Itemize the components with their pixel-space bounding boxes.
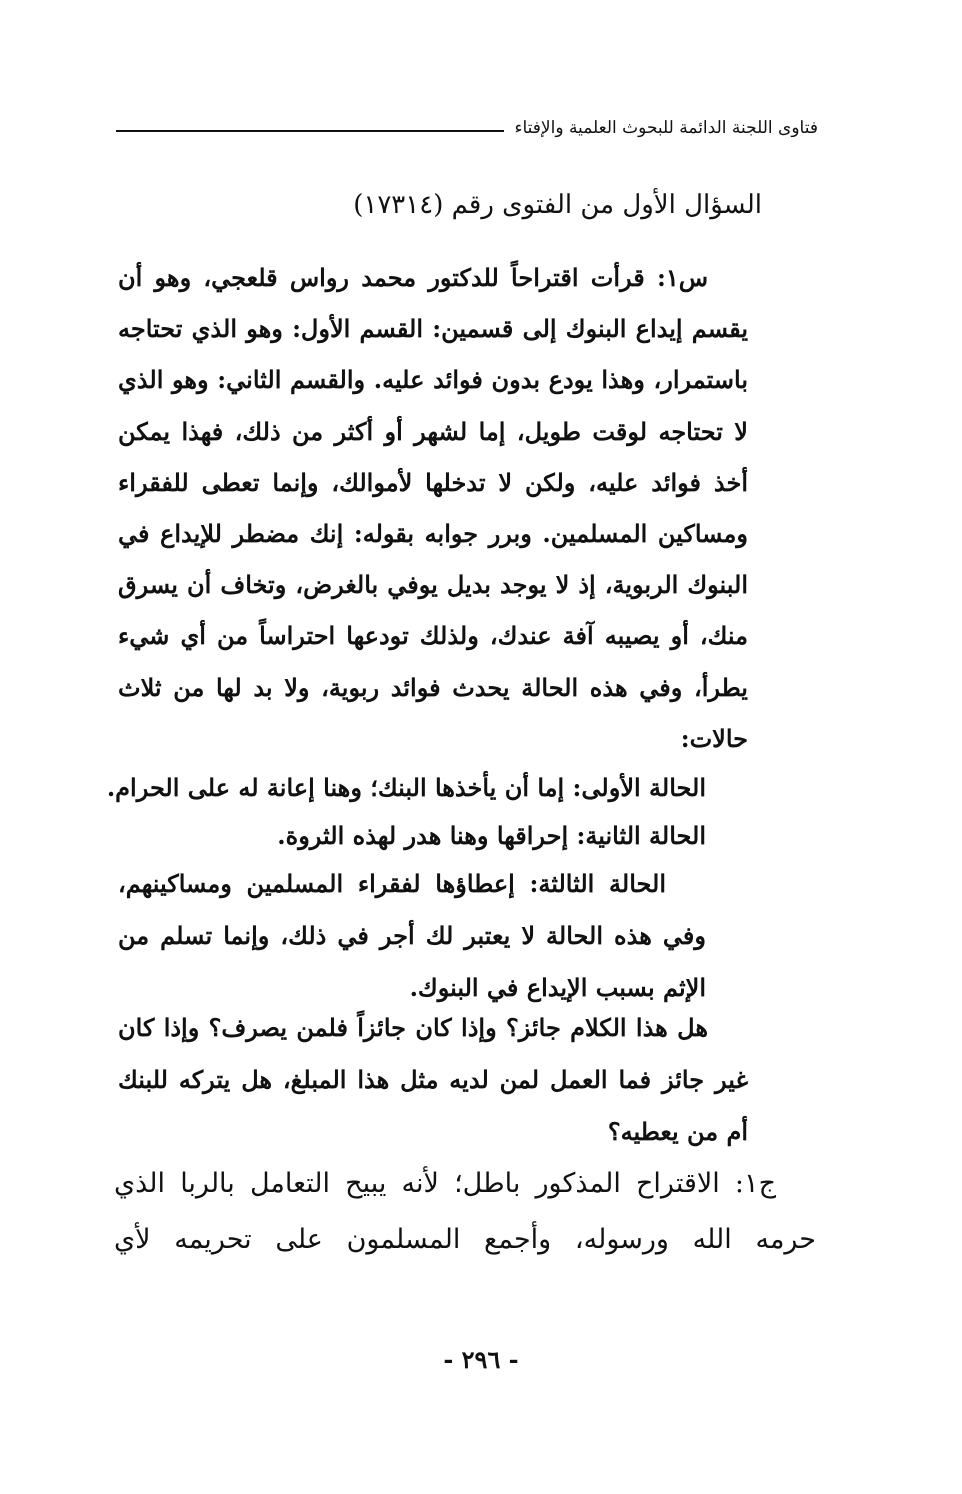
answer-text: ج١: الاقتراح المذكور باطل؛ لأنه يبيح التعامل بالربا الذي حرمه الله ورسوله، وأجمع المسلمون على تحريمه لأي	[114, 1168, 816, 1255]
page-number: - ٢٩٦ -	[443, 1345, 519, 1374]
header-title: فتاوى اللجنة الدائمة للبحوث العلمية والإفتاء	[514, 118, 818, 138]
running-header	[116, 118, 818, 138]
question-text: س١: قرأت اقتراحاً للدكتور محمد رواس قلعجي، وهو أن يقسم إيداع البنوك إلى قسمين: القسم الأول: وهو الذي تحتاجه باستمرار، وهذا يودع بدون فوائد عليه. والقسم الثاني: وهو الذي لا تحتاجه لوقت طويل، إما لشهر أو أكثر من ذلك، فهذا يمكن أخذ فوائد عليه، ولكن لا تدخلها لأموالك، وإنما تعطى للفقراء ومساكين المسلمين. وبرر جوابه بقوله: إنك مضطر للإيداع في البنوك الربوية، إذ لا يوجد بديل يوفي بالغرض، وتخاف أن يسرق منك، أو يصيبه آفة عندك، ولذلك تودعها احتراساً من أي شيء يطرأ، وفي هذه الحالة يحدث فوائد ربوية، ولا بد لها من ثلاث حالات:	[118, 263, 748, 753]
question-followup: هل هذا الكلام جائز؟ وإذا كان جائزاً فلمن يصرف؟ وإذا كان غير جائز فما العمل لمن لديه مثل هذا المبلغ، هل يتركه للبنك أم من يعطيه؟	[118, 1013, 748, 1146]
header-rule	[116, 130, 504, 132]
fatwa-heading: السؤال الأول من الفتوى رقم (١٧٣١٤)	[353, 190, 762, 220]
case-second: الحالة الثانية: إحراقها وهنا هدر لهذه الثروة.	[277, 821, 706, 850]
case-third: الحالة الثالثة: إعطاؤها لفقراء المسلمين ومساكينهم، وفي هذه الحالة لا يعتبر لك أجر في ذلك، وإنما تسلم من الإثم بسبب الإيداع في البنوك.	[118, 869, 706, 1002]
case-first: الحالة الأولى: إما أن يأخذها البنك؛ وهنا إعانة له على الحرام.	[106, 773, 706, 802]
